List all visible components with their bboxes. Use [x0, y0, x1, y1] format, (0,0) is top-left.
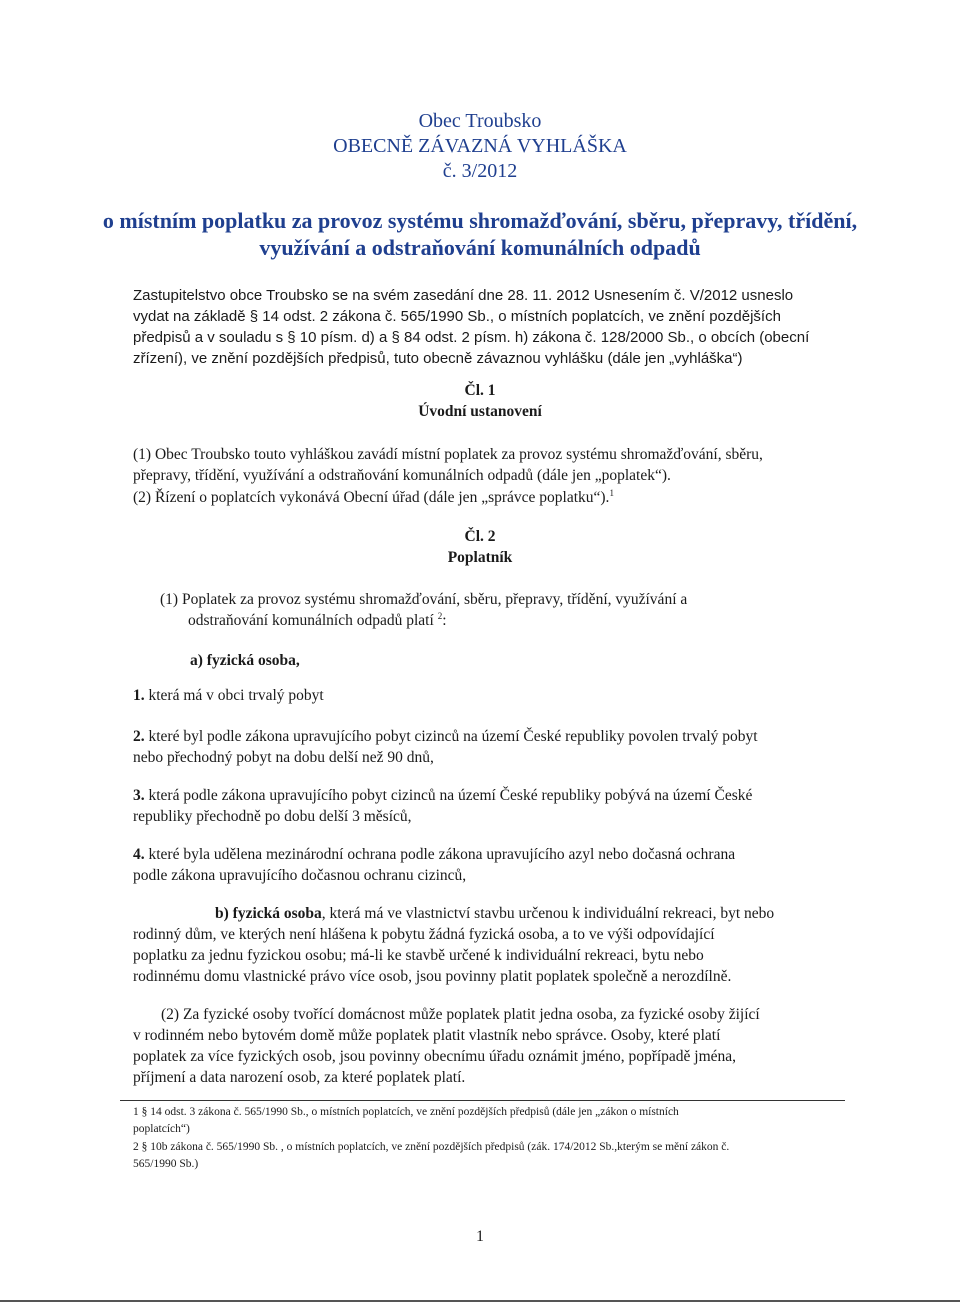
list-item-2 [133, 726, 853, 768]
text-line: která podle zákona upravujícího pobyt cizinců na území České republiky pobývá na území České [148, 787, 753, 804]
text-line: (2) Za fyzické osoby tvořící domácnost může poplatek platit jedna osoba, za fyzické osoby žijící [161, 1006, 760, 1023]
article-1-paragraph-2 [133, 487, 853, 508]
section-a-label: a) fyzická osoba, [190, 652, 300, 669]
text-line: poplatku za jednu fyzickou osobu; má-li ke stavbě určené k individuální rekreaci, bytu nebo [133, 947, 704, 964]
footnote-line: 1 § 14 odst. 3 zákona č. 565/1990 Sb., o místních poplatcích, ve znění pozdějších předpisů (dále jen „zákon o místních [133, 1106, 679, 1118]
page-number: 1 [476, 1228, 484, 1245]
list-item-number: 3. [133, 787, 145, 804]
document-number: č. 3/2012 [442, 160, 518, 182]
document-type: OBECNĚ ZÁVAZNÁ VYHLÁŠKA [333, 135, 627, 157]
text-line: (1) Poplatek za provoz systému shromažďování, sběru, přepravy, třídění, využívání a [160, 591, 688, 608]
text-line: , která má ve vlastnictví stavbu určenou k individuální rekreaci, byt nebo [321, 905, 775, 922]
text-line: které byl podle zákona upravujícího pobyt cizinců na území České republiky povolen trvalý pobyt [148, 728, 758, 745]
list-item-number: 1. [133, 687, 145, 704]
article-2-heading: Poplatník [447, 549, 513, 566]
section-b [133, 903, 853, 987]
municipality-name: Obec Troubsko [418, 110, 542, 132]
text-line: příjmení a data narození osob, za které poplatek platí. [133, 1069, 466, 1086]
footnote-line: poplatcích“) [133, 1123, 190, 1135]
article-2-paragraph-2 [133, 1004, 853, 1088]
footnote-line: 565/1990 Sb.) [133, 1158, 199, 1170]
text-line: přepravy, třídění, využívání a odstraňování komunálních odpadů (dále jen „poplatek“). [133, 467, 671, 484]
footnote-ref: 1 [609, 487, 614, 498]
list-item-1 [133, 685, 853, 706]
text-line: (1) Obec Troubsko touto vyhláškou zavádí místní poplatek za provoz systému shromažďování, sběru, [133, 446, 763, 463]
article-1-heading: Úvodní ustanovení [418, 403, 542, 420]
intro-line: Zastupitelstvo obce Troubsko se na svém zasedání dne 28. 11. 2012 Usnesením č. V/2012 usneslo [133, 287, 794, 304]
intro-line: vydat na základě § 14 odst. 2 zákona č. 565/1990 Sb., o místních poplatcích, ve znění pozdějších [133, 308, 781, 325]
intro-paragraph [133, 285, 853, 369]
text-line: rodinný dům, ve kterých není hlášena k pobytu žádná fyzická osoba, a to ve výši odpovídající [133, 926, 715, 943]
text-line: které byla udělena mezinárodní ochrana podle zákona upravujícího azyl nebo dočasná ochrana [148, 846, 736, 863]
list-item-number: 2. [133, 728, 145, 745]
article-2-paragraph-1 [160, 589, 840, 631]
list-item-number: 4. [133, 846, 145, 863]
list-item-3 [133, 785, 853, 827]
intro-line: předpisů a v souladu s § 10 písm. d) a § 84 odst. 2 písm. h) zákona č. 128/2000 Sb., o obcích (obecní [133, 329, 810, 346]
text-line: nebo přechodný pobyt na dobu delší než 90 dnů, [133, 749, 434, 766]
footnote-ref: 2 [437, 610, 443, 621]
text-line: podle zákona upravujícího dočasnou ochranu cizinců, [133, 867, 467, 884]
footnote-line: 2 § 10b zákona č. 565/1990 Sb. , o místních poplatcích, ve znění pozdějších předpisů (zák. 174/2012 Sb.,kterým se mění zákon č. [133, 1141, 730, 1153]
footnote-1 [133, 1104, 853, 1138]
footnote-separator [120, 1100, 845, 1101]
text-line: republiky přechodně po dobu delší 3 měsíců, [133, 808, 412, 825]
intro-line: zřízení), ve znění pozdějších předpisů, tuto obecně závaznou vyhlášku (dále jen „vyhláška“) [133, 350, 743, 367]
section-b-label: b) fyzická osoba [215, 905, 322, 922]
page-bottom-edge [0, 1300, 960, 1302]
list-item-4 [133, 844, 853, 886]
article-1-number: Čl. 1 [464, 382, 496, 399]
text-line: poplatek za více fyzických osob, jsou povinny obecnímu úřadu oznámit jméno, popřípadě jména, [133, 1048, 737, 1065]
document-title-line-1: o místním poplatku za provoz systému shromažďování, sběru, přepravy, třídění, [102, 208, 858, 233]
article-2-number: Čl. 2 [464, 528, 496, 545]
article-1-paragraph-1 [133, 444, 853, 486]
document-title-line-2: využívání a odstraňování komunálních odpadů [259, 235, 701, 260]
text-line: odstraňování komunálních odpadů platí $^2$: [188, 610, 447, 629]
text-line: v rodinném nebo bytovém domě může poplatek platit vlastník nebo správce. Osoby, které platí [133, 1027, 721, 1044]
text-line: (2) Řízení o poplatcích vykonává Obecní úřad (dále jen „správce poplatku“). [133, 489, 610, 506]
footnote-2 [133, 1139, 853, 1173]
text-line: která má v obci trvalý pobyt [148, 687, 324, 704]
text-line: rodinnému domu vlastnické právo více osob, jsou povinny platit poplatek společně a nerozdílně. [133, 968, 732, 985]
